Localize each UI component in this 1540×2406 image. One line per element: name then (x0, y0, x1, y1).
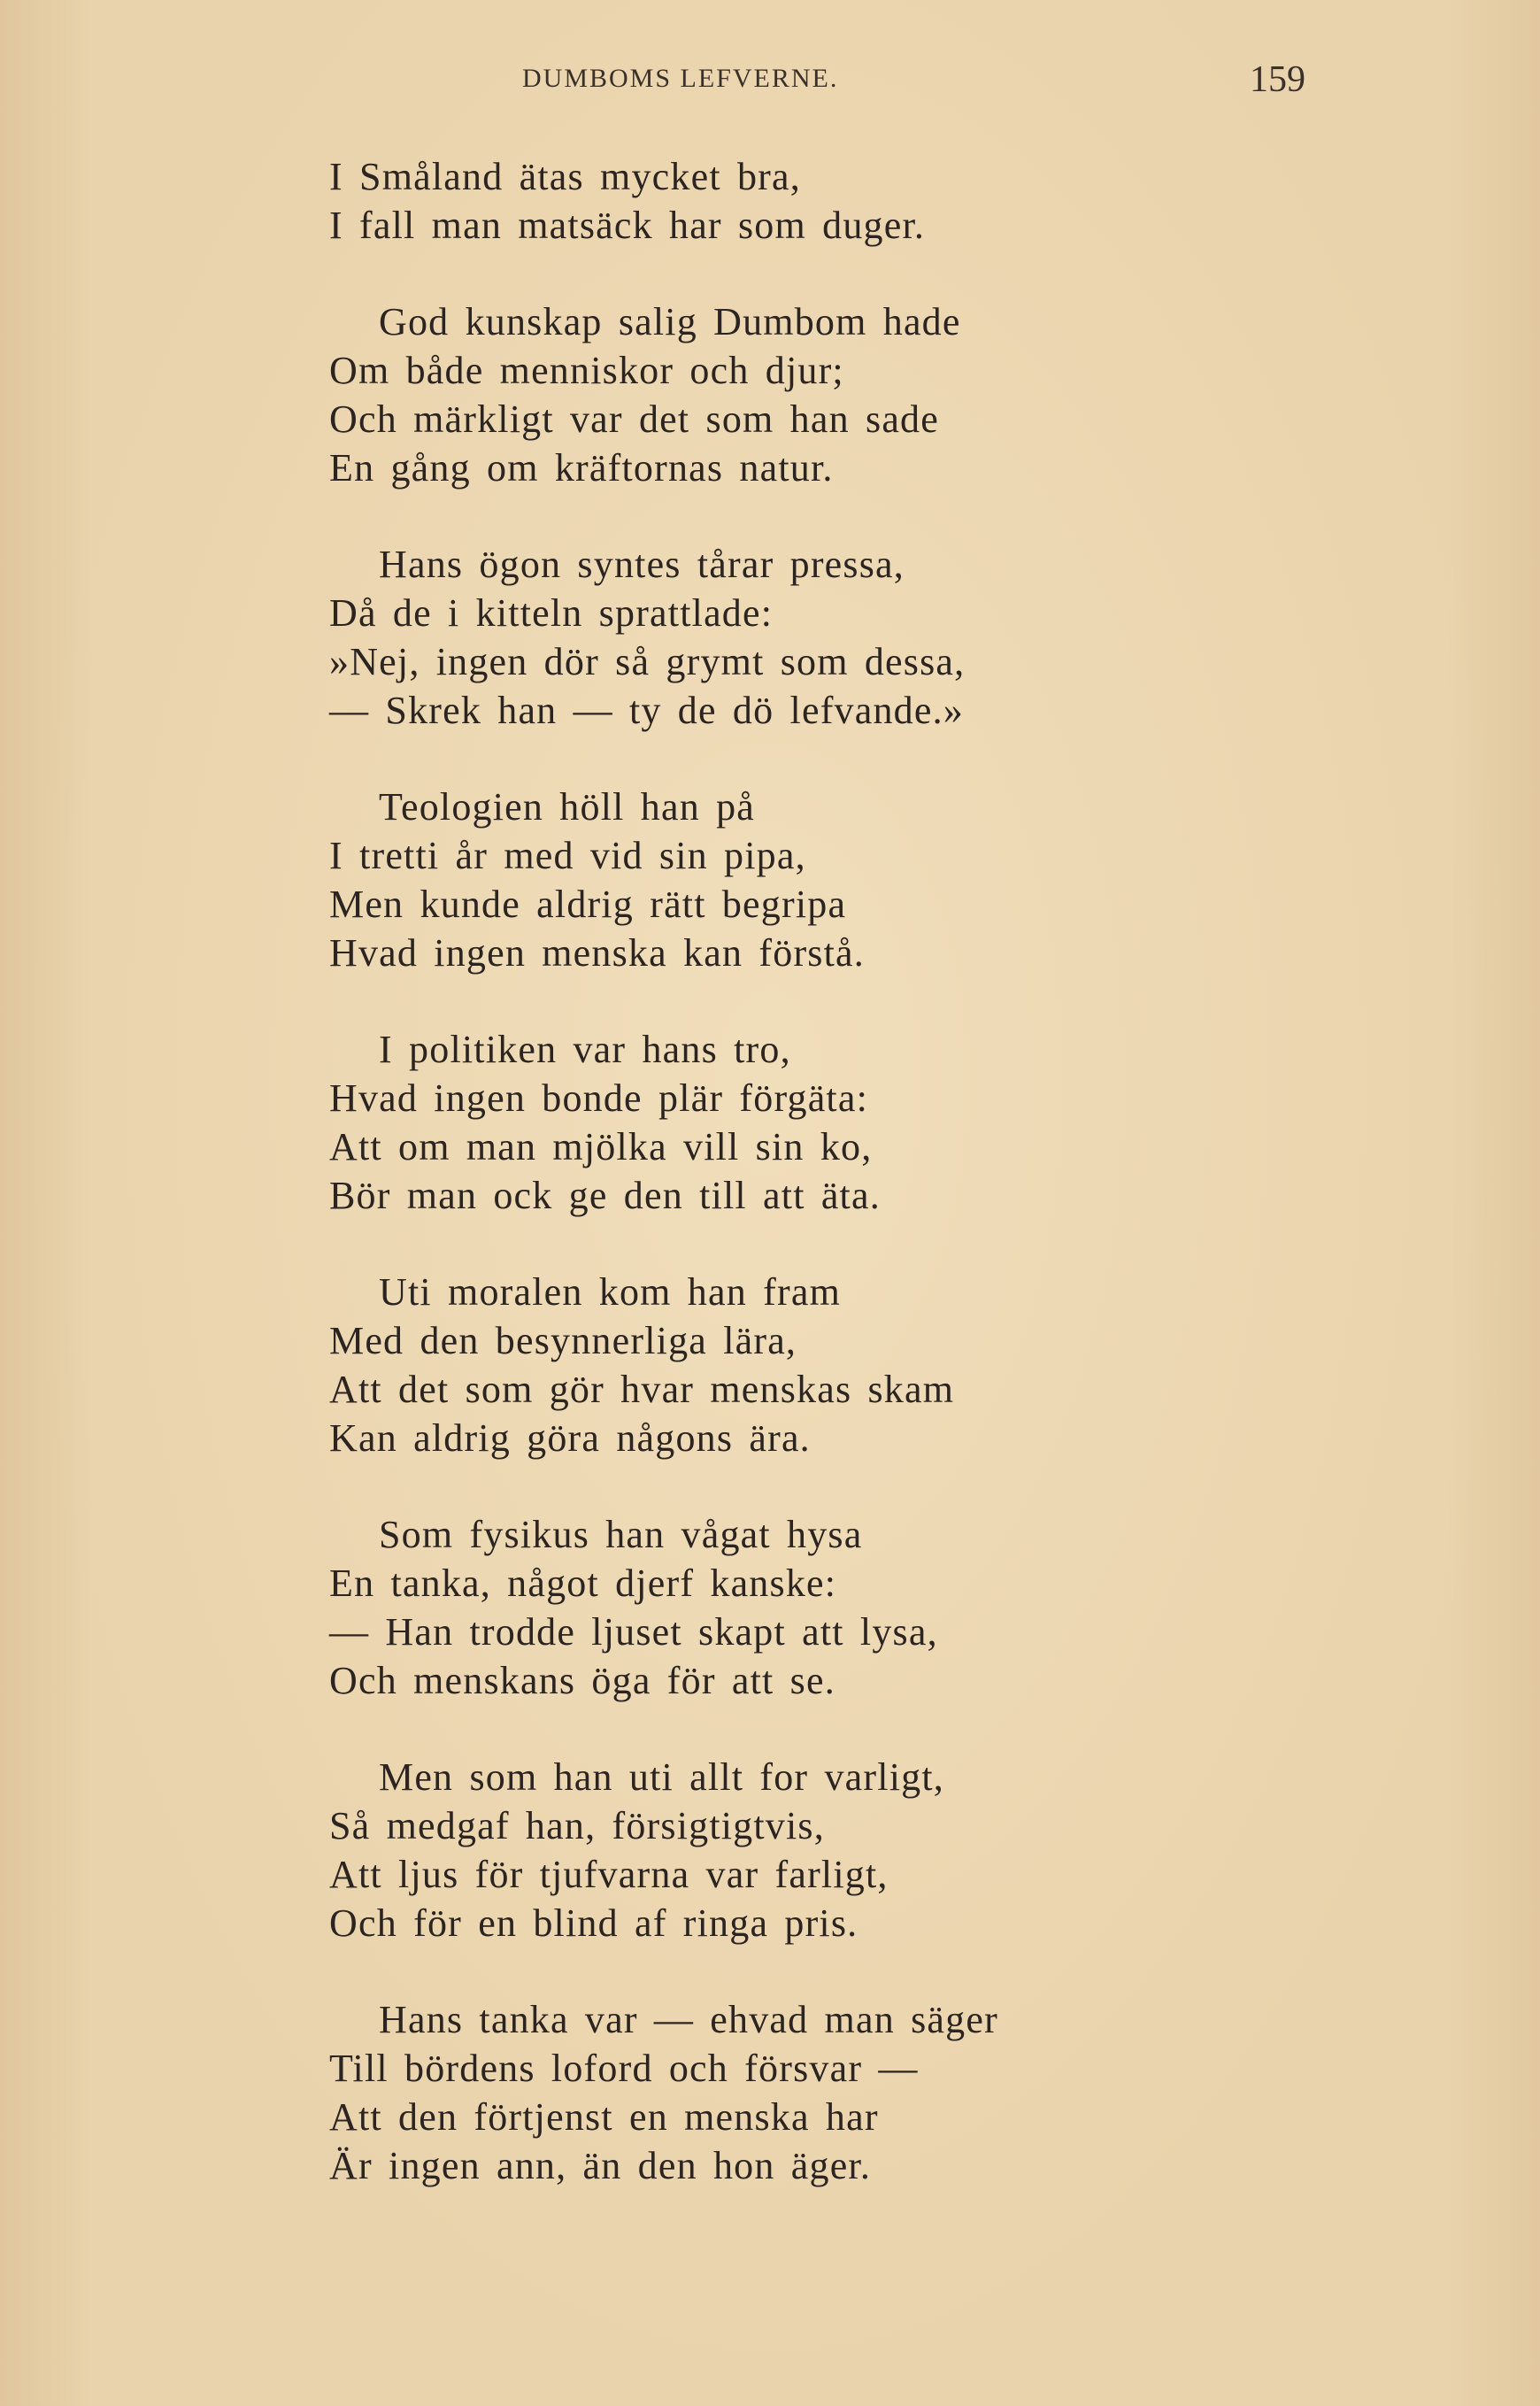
poem-line: Är ingen ann, än den hon äger. (329, 2144, 872, 2187)
stanza-7 (329, 1510, 1480, 1705)
poem (329, 152, 1480, 2238)
poem-line: Att ljus för tjufvarna var farligt, (329, 1853, 889, 1896)
poem-line: God kunskap salig Dumbom hade (379, 300, 961, 343)
stanza-9 (329, 1995, 1480, 2190)
stanza-2 (329, 297, 1480, 492)
stanza-6 (329, 1268, 1480, 1462)
poem-line: En tanka, något djerf kanske: (329, 1562, 837, 1605)
poem-line: Att den förtjenst en menska har (329, 2095, 879, 2139)
poem-line: Men kunde aldrig rätt begripa (329, 883, 847, 926)
stanza-5 (329, 1025, 1480, 1220)
poem-line: Bör man ock ge den till att äta. (329, 1174, 881, 1217)
poem-line: Så medgaf han, försigtigtvis, (329, 1804, 825, 1847)
poem-line: Men som han uti allt for varligt, (379, 1755, 944, 1799)
poem-line: Om både menniskor och djur; (329, 349, 844, 392)
running-title: DUMBOMS LEFVERNE. (522, 64, 839, 93)
poem-line: Och menskans öga för att se. (329, 1659, 835, 1702)
poem-line: Och märkligt var det som han sade (329, 397, 939, 441)
poem-line: — Skrek han — ty de dö lefvande.» (329, 689, 965, 732)
poem-line: I fall man matsäck har som duger. (329, 204, 926, 247)
poem-line: I tretti år med vid sin pipa, (329, 834, 806, 877)
poem-line: Med den besynnerliga lära, (329, 1319, 797, 1362)
poem-line: Att om man mjölka vill sin ko, (329, 1125, 873, 1168)
stanza-1 (329, 152, 1480, 250)
poem-line: — Han trodde ljuset skapt att lysa, (329, 1610, 938, 1654)
poem-line: Uti moralen kom han fram (379, 1270, 841, 1314)
poem-line: Hans ögon syntes tårar pressa, (379, 543, 905, 586)
poem-line: Kan aldrig göra någons ära. (329, 1416, 811, 1460)
poem-line: »Nej, ingen dör så grymt som dessa, (329, 640, 966, 683)
poem-line: Teologien höll han på (379, 785, 756, 829)
poem-line: Och för en blind af ringa pris. (329, 1901, 859, 1945)
stanza-4 (329, 783, 1480, 977)
page-number: 159 (1250, 59, 1305, 100)
poem-line: Hvad ingen bonde plär förgäta: (329, 1076, 869, 1120)
poem-line: I politiken var hans tro, (379, 1028, 791, 1071)
stanza-8 (329, 1753, 1480, 1947)
poem-line: I Småland ätas mycket bra, (329, 155, 801, 198)
poem-line: En gång om kräftornas natur. (329, 446, 834, 490)
poem-line: Att det som gör hvar menskas skam (329, 1368, 955, 1411)
stanza-3 (329, 540, 1480, 735)
poem-line: Hvad ingen menska kan förstå. (329, 931, 865, 975)
poem-line: Till bördens loford och försvar — (329, 2047, 919, 2090)
poem-line: Som fysikus han vågat hysa (379, 1513, 863, 1556)
poem-line: Då de i kitteln sprattlade: (329, 591, 774, 635)
poem-line: Hans tanka var — ehvad man säger (379, 1998, 998, 2041)
